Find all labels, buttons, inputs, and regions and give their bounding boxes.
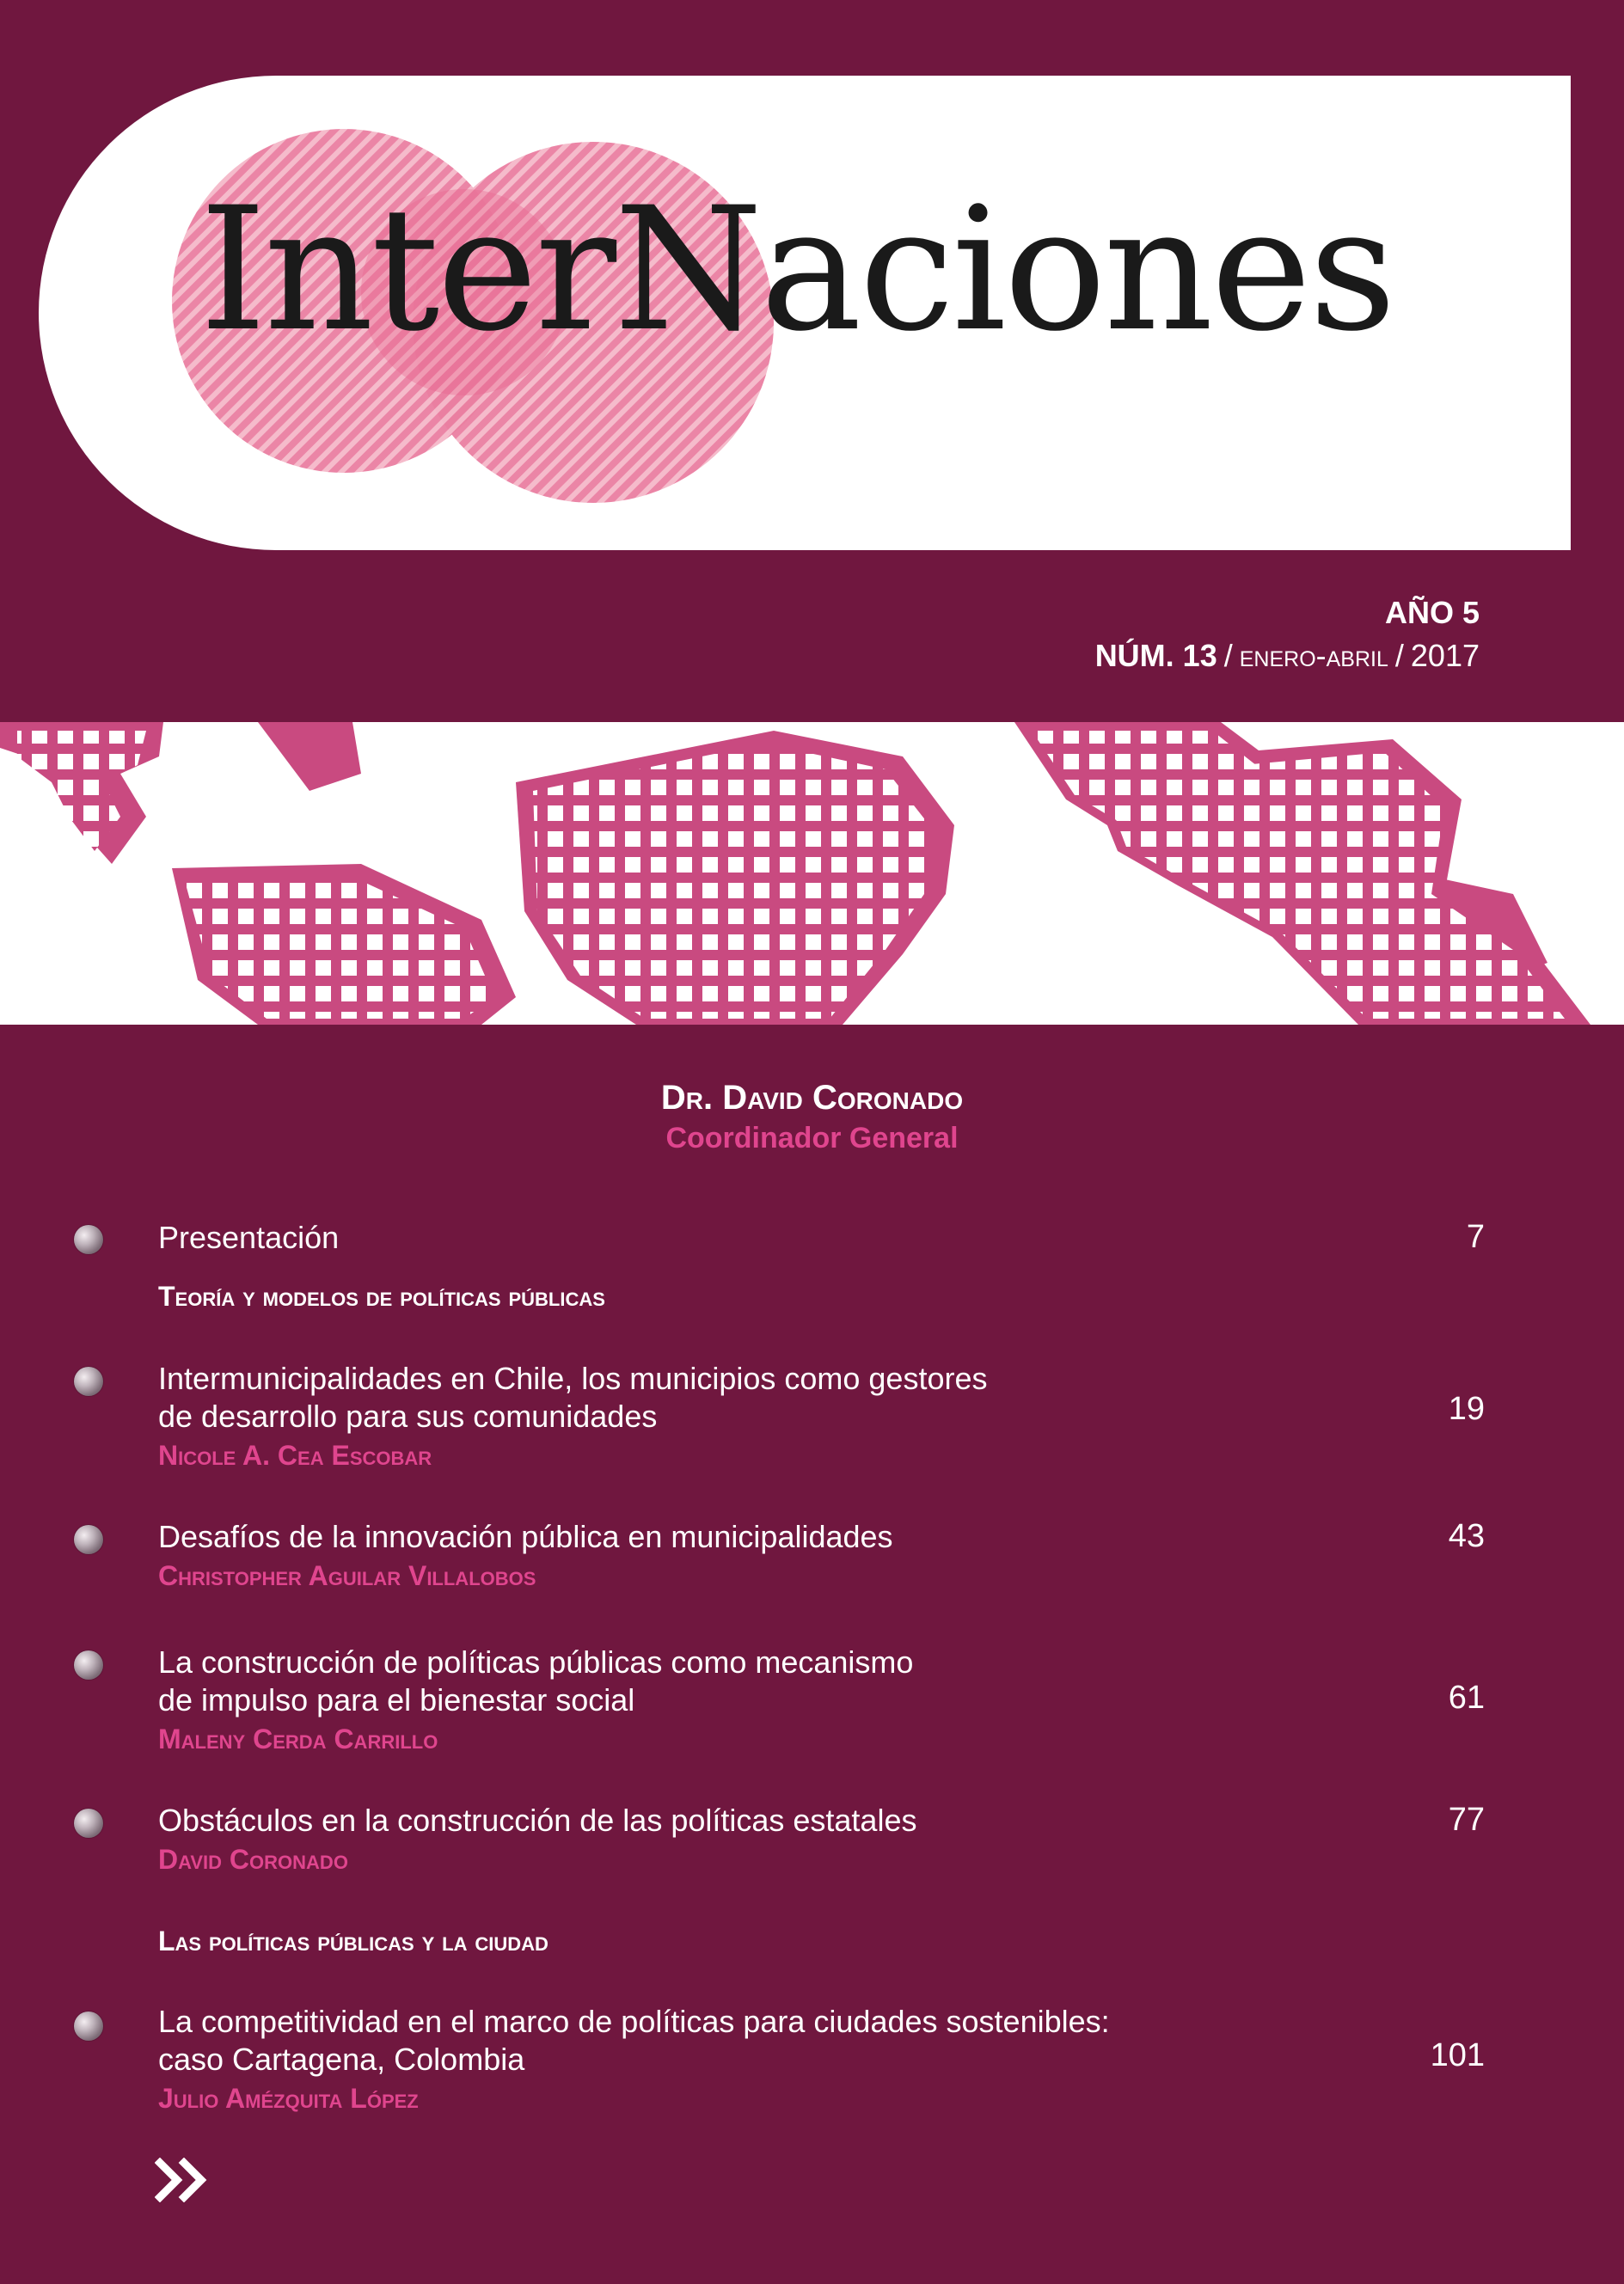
toc-article-4-title-line1[interactable]: Obstáculos en la construcción de las políticas estatales bbox=[158, 1803, 917, 1838]
world-map-band bbox=[0, 722, 1624, 1025]
sphere-bullet-icon bbox=[74, 1525, 103, 1554]
toc-presentacion-page: 7 bbox=[1466, 1219, 1485, 1255]
toc-article-5-page: 101 bbox=[1430, 2037, 1485, 2073]
editor-role: Coordinador General bbox=[665, 1122, 959, 1154]
sphere-bullet-icon bbox=[74, 1367, 103, 1396]
issue-number: NÚM. 13 bbox=[1094, 638, 1217, 673]
toc-article-5-author: Julio Amézquita López bbox=[158, 2083, 419, 2114]
issue-line: NÚM. 13 / enero-abril / 2017 bbox=[1094, 638, 1480, 673]
issue-year: 2017 bbox=[1410, 638, 1480, 673]
toc-article-3-title-line1[interactable]: La construcción de políticas públicas como mecanismo bbox=[158, 1644, 914, 1680]
toc-article-2-page: 43 bbox=[1448, 1518, 1485, 1554]
toc-article-3-title-line2[interactable]: de impulso para el bienestar social bbox=[158, 1682, 635, 1718]
toc-article-5-title-line1[interactable]: La competitividad en el marco de políticas para ciudades sostenibles: bbox=[158, 2004, 1110, 2039]
toc-article-3-author: Maleny Cerda Carrillo bbox=[158, 1724, 438, 1754]
logo-prefix: Inter bbox=[199, 170, 615, 369]
toc-article-2-title-line1[interactable]: Desafíos de la innovación pública en municipalidades bbox=[158, 1519, 893, 1554]
section-heading-1: Teoría y modelos de políticas públicas bbox=[158, 1281, 605, 1312]
section-heading-2: Las políticas públicas y la ciudad bbox=[158, 1926, 548, 1956]
toc-article-1-author: Nicole A. Cea Escobar bbox=[158, 1440, 432, 1471]
toc-article-1-title-line1[interactable]: Intermunicipalidades en Chile, los municipios como gestores bbox=[158, 1361, 988, 1396]
issue-period: enero-abril bbox=[1239, 638, 1388, 673]
sphere-bullet-icon bbox=[74, 1809, 103, 1838]
journal-logo bbox=[199, 170, 1394, 369]
world-map-graphic bbox=[0, 722, 1624, 1025]
sphere-bullet-icon bbox=[74, 2012, 103, 2041]
sphere-bullet-icon bbox=[74, 1650, 103, 1680]
toc-article-3-page: 61 bbox=[1448, 1680, 1485, 1716]
logo-suffix: Naciones bbox=[614, 170, 1394, 369]
editor-name: Dr. David Coronado bbox=[660, 1079, 964, 1117]
issue-year-label: AÑO 5 bbox=[1384, 595, 1480, 630]
sphere-bullet-icon bbox=[74, 1225, 103, 1254]
toc-article-4-page: 77 bbox=[1448, 1802, 1485, 1838]
toc-article-4-author: David Coronado bbox=[158, 1844, 348, 1875]
toc-article-5-title-line2[interactable]: caso Cartagena, Colombia bbox=[158, 2042, 525, 2077]
toc-article-1-page: 19 bbox=[1448, 1391, 1485, 1427]
toc-presentacion-title[interactable]: Presentación bbox=[158, 1220, 340, 1255]
double-chevron-right-icon[interactable] bbox=[155, 2158, 213, 2202]
toc-article-2-author: Christopher Aguilar Villalobos bbox=[158, 1560, 536, 1591]
toc-article-1-title-line2[interactable]: de desarrollo para sus comunidades bbox=[158, 1399, 658, 1434]
